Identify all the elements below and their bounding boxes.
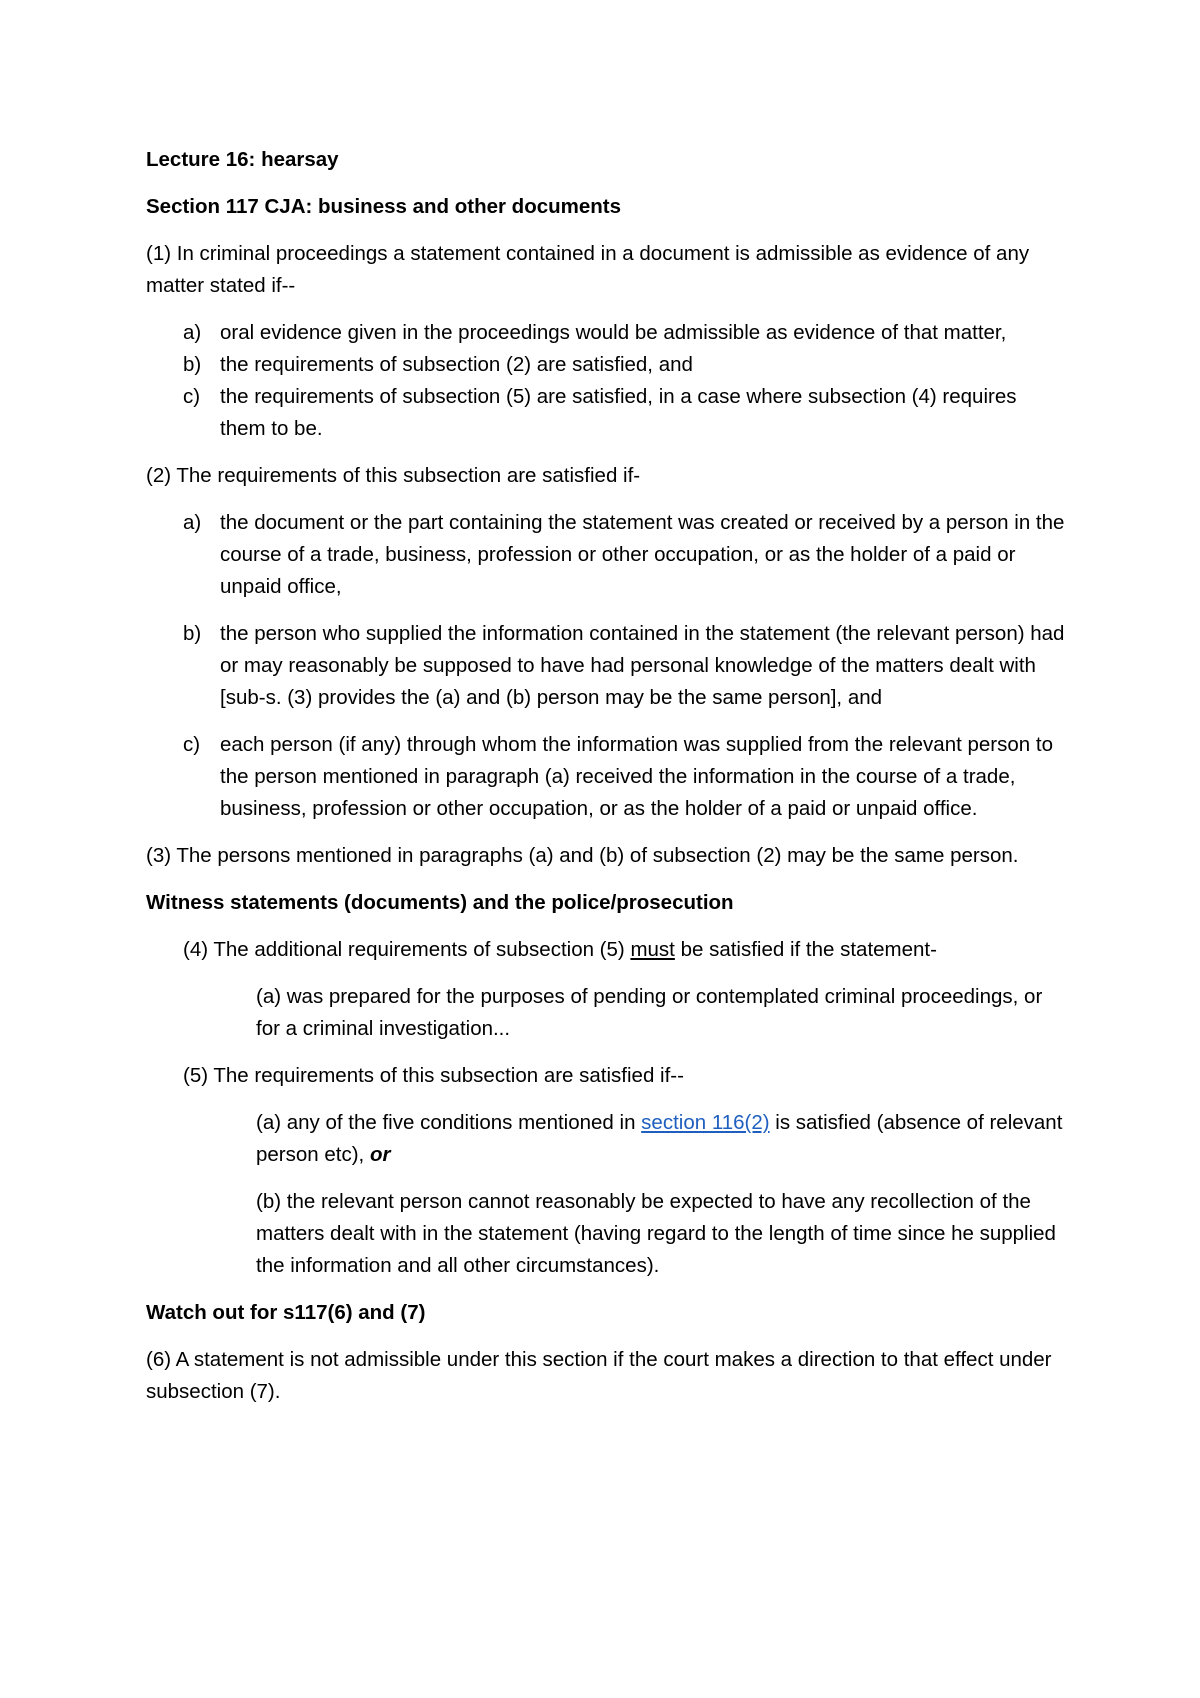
list-marker: a) xyxy=(183,511,202,534)
list-item-text: each person (if any) through whom the information was supplied from the relevant person to the person mentioned in paragraph (a) received the information in the course of a trade, business, profession or other occupation, or as the holder of a paid or unpaid office. xyxy=(220,733,1053,820)
subsection-5-intro: (5) The requirements of this subsection are satisfied if-- xyxy=(183,1064,684,1087)
subsection-1-list xyxy=(146,317,1066,445)
list-item xyxy=(146,618,1066,714)
list-item-text: the document or the part containing the statement was created or received by a person in the course of a trade, business, profession or other occupation, or as the holder of a paid or unpaid office, xyxy=(220,511,1065,598)
list-item-text: oral evidence given in the proceedings would be admissible as evidence of that matter, xyxy=(220,321,1007,344)
must-emphasis: must xyxy=(630,938,675,961)
subsection-4-a: (a) was prepared for the purposes of pending or contemplated criminal proceedings, or for a criminal investigation... xyxy=(256,985,1043,1040)
list-marker: c) xyxy=(183,733,201,756)
list-marker: a) xyxy=(183,321,202,344)
list-item-text: the requirements of subsection (5) are satisfied, in a case where subsection (4) requires them to be. xyxy=(220,385,1017,440)
subsection-3: (3) The persons mentioned in paragraphs (a) and (b) of subsection (2) may be the same person. xyxy=(146,844,1019,867)
list-marker: b) xyxy=(183,622,202,645)
list-item xyxy=(146,507,1066,603)
list-item-text: the person who supplied the information contained in the statement (the relevant person) had or may reasonably be supposed to have had personal knowledge of the matters dealt with [sub-s. (3) provides the (a) and (b) person may be the same person], and xyxy=(220,622,1065,709)
subsection-5-a-mid: is satisfied (absence of relevant person etc), xyxy=(256,1111,1063,1166)
subsection-6: (6) A statement is not admissible under this section if the court makes a direction to that effect under subsection (7). xyxy=(146,1348,1052,1403)
document-body xyxy=(146,144,1066,1423)
subsection-4-pre: (4) The additional requirements of subsection (5) xyxy=(183,938,631,961)
watch-heading: Watch out for s117(6) and (7) xyxy=(146,1301,426,1324)
subsection-4-post: be satisfied if the statement- xyxy=(674,938,937,961)
list-item xyxy=(146,317,1066,349)
witness-heading: Witness statements (documents) and the police/prosecution xyxy=(146,891,734,914)
list-item xyxy=(146,729,1066,825)
page-title: Lecture 16: hearsay xyxy=(146,148,339,171)
subsection-2-list xyxy=(146,507,1066,825)
list-marker: b) xyxy=(183,353,202,376)
subsection-5-a xyxy=(256,1107,1066,1171)
list-item xyxy=(146,349,1066,381)
list-marker: c) xyxy=(183,385,201,408)
subsection-5-a-pre: (a) any of the five conditions mentioned in xyxy=(256,1111,642,1134)
section-116-link[interactable]: section 116(2) xyxy=(641,1111,770,1134)
section-heading: Section 117 CJA: business and other documents xyxy=(146,195,622,218)
list-item-text: the requirements of subsection (2) are satisfied, and xyxy=(220,353,693,376)
list-item xyxy=(146,381,1066,445)
or-emphasis: or xyxy=(369,1143,391,1166)
subsection-2-intro: (2) The requirements of this subsection are satisfied if- xyxy=(146,464,641,487)
subsection-5-b: (b) the relevant person cannot reasonably be expected to have any recollection of the matters dealt with in the statement (having regard to the length of time since he supplied the information and all other circumstances). xyxy=(256,1190,1056,1277)
subsection-1-intro: (1) In criminal proceedings a statement contained in a document is admissible as evidence of any matter stated if-- xyxy=(146,242,1030,297)
subsection-4-intro xyxy=(183,934,1066,966)
